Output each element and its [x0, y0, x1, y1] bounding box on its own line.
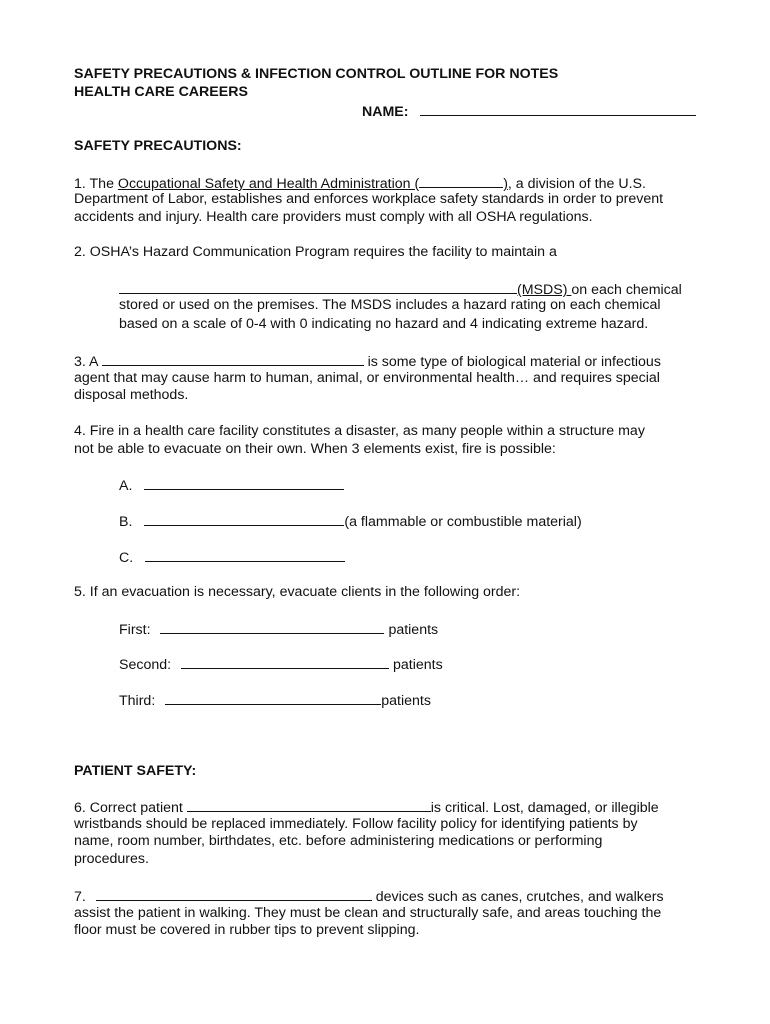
question-7-line-1: [74, 887, 664, 906]
question-1-line-2: Department of Labor, establishes and enforces workplace safety standards in order to prevent: [74, 191, 664, 207]
question-1-rest: , a division of the U.S.: [507, 176, 646, 192]
question-6-line-2: wristbands should be replaced immediately. Follow facility policy for identifying patients by: [74, 816, 638, 832]
evacuation-first: [119, 620, 438, 639]
question-6-line-4: procedures.: [74, 851, 149, 867]
question-6-line-3: name, room number, birthdates, etc. before administering medications or performing: [74, 833, 603, 849]
evacuation-second-blank[interactable]: [181, 655, 389, 669]
evacuation-first-suffix: patients: [388, 622, 439, 638]
msds-label: (MSDS): [517, 282, 572, 298]
question-7-line-2: assist the patient in walking. They must be clean and structurally safe, and areas touching the: [74, 905, 662, 921]
question-3-line-2: agent that may cause harm to human, animal, or environmental health… and requires special: [74, 370, 660, 386]
question-2-line-3: stored or used on the premises. The MSDS includes a hazard rating on each chemical: [119, 297, 661, 313]
name-row: [362, 102, 696, 121]
question-7-line-3: floor must be covered in rubber tips to prevent slipping.: [74, 922, 420, 938]
fire-element-a-blank[interactable]: [144, 476, 344, 490]
question-2-rest: on each chemical: [571, 282, 682, 298]
question-1-number: 1. The: [74, 176, 114, 192]
question-1-blank[interactable]: [419, 174, 503, 188]
question-3-rest: is some type of biological material or infectious: [363, 354, 661, 370]
question-2-blank[interactable]: [119, 280, 517, 294]
fire-element-c-blank[interactable]: [145, 548, 345, 562]
question-7-blank[interactable]: [96, 887, 372, 901]
document-title: SAFETY PRECAUTIONS & INFECTION CONTROL OUTLINE FOR NOTES: [74, 66, 559, 82]
fire-element-a-label: A.: [119, 478, 133, 494]
question-6-number: 6. Correct patient: [74, 800, 183, 816]
fire-element-b-label: B.: [119, 514, 133, 530]
question-4-line-1: 4. Fire in a health care facility constitutes a disaster, as many people within a structure may: [74, 423, 645, 439]
question-3-blank[interactable]: [102, 352, 364, 366]
question-7-rest: devices such as canes, crutches, and walkers: [371, 889, 664, 905]
evacuation-third-label: Third:: [119, 693, 156, 709]
evacuation-third-suffix: patients: [381, 693, 431, 709]
document-subtitle: HEALTH CARE CAREERS: [74, 84, 248, 100]
question-6-blank[interactable]: [187, 798, 431, 812]
fire-element-a: [119, 476, 344, 495]
evacuation-first-blank[interactable]: [160, 620, 384, 634]
question-7-number: 7.: [74, 889, 86, 905]
fire-element-c-label: C.: [119, 550, 134, 566]
question-2-line-4: based on a scale of 0-4 with 0 indicating no hazard and 4 indicating extreme hazard.: [119, 316, 649, 332]
question-3-line-3: disposal methods.: [74, 387, 189, 403]
name-field[interactable]: [420, 102, 696, 116]
safety-precautions-heading: SAFETY PRECAUTIONS:: [74, 138, 242, 154]
question-3-number: 3. A: [74, 354, 98, 370]
fire-element-b-note: (a flammable or combustible material): [344, 514, 582, 530]
question-2-line-1: 2. OSHA’s Hazard Communication Program requires the facility to maintain a: [74, 244, 557, 260]
question-5-line-1: 5. If an evacuation is necessary, evacuate clients in the following order:: [74, 584, 521, 600]
fire-element-c: [119, 548, 345, 567]
name-label: NAME:: [362, 104, 409, 120]
question-1-line-3: accidents and injury. Health care providers must comply with all OSHA regulations.: [74, 209, 593, 225]
evacuation-second: [119, 655, 443, 674]
evacuation-second-suffix: patients: [392, 657, 443, 673]
evacuation-third-blank[interactable]: [165, 691, 381, 705]
patient-safety-heading: PATIENT SAFETY:: [74, 763, 197, 779]
fire-element-b-blank[interactable]: [144, 512, 344, 526]
question-6-line-1: [74, 798, 659, 817]
question-4-line-2: not be able to evacuate on their own. When 3 elements exist, fire is possible:: [74, 441, 556, 457]
question-1-close-paren: ): [503, 176, 508, 192]
question-6-rest: is critical. Lost, damaged, or illegible: [430, 800, 659, 816]
evacuation-third: [119, 691, 431, 710]
osha-name: Occupational Safety and Health Administration (: [117, 176, 420, 192]
evacuation-second-label: Second:: [119, 657, 172, 673]
fire-element-b: [119, 512, 582, 531]
evacuation-first-label: First:: [119, 622, 151, 638]
question-3-line-1: [74, 352, 661, 371]
